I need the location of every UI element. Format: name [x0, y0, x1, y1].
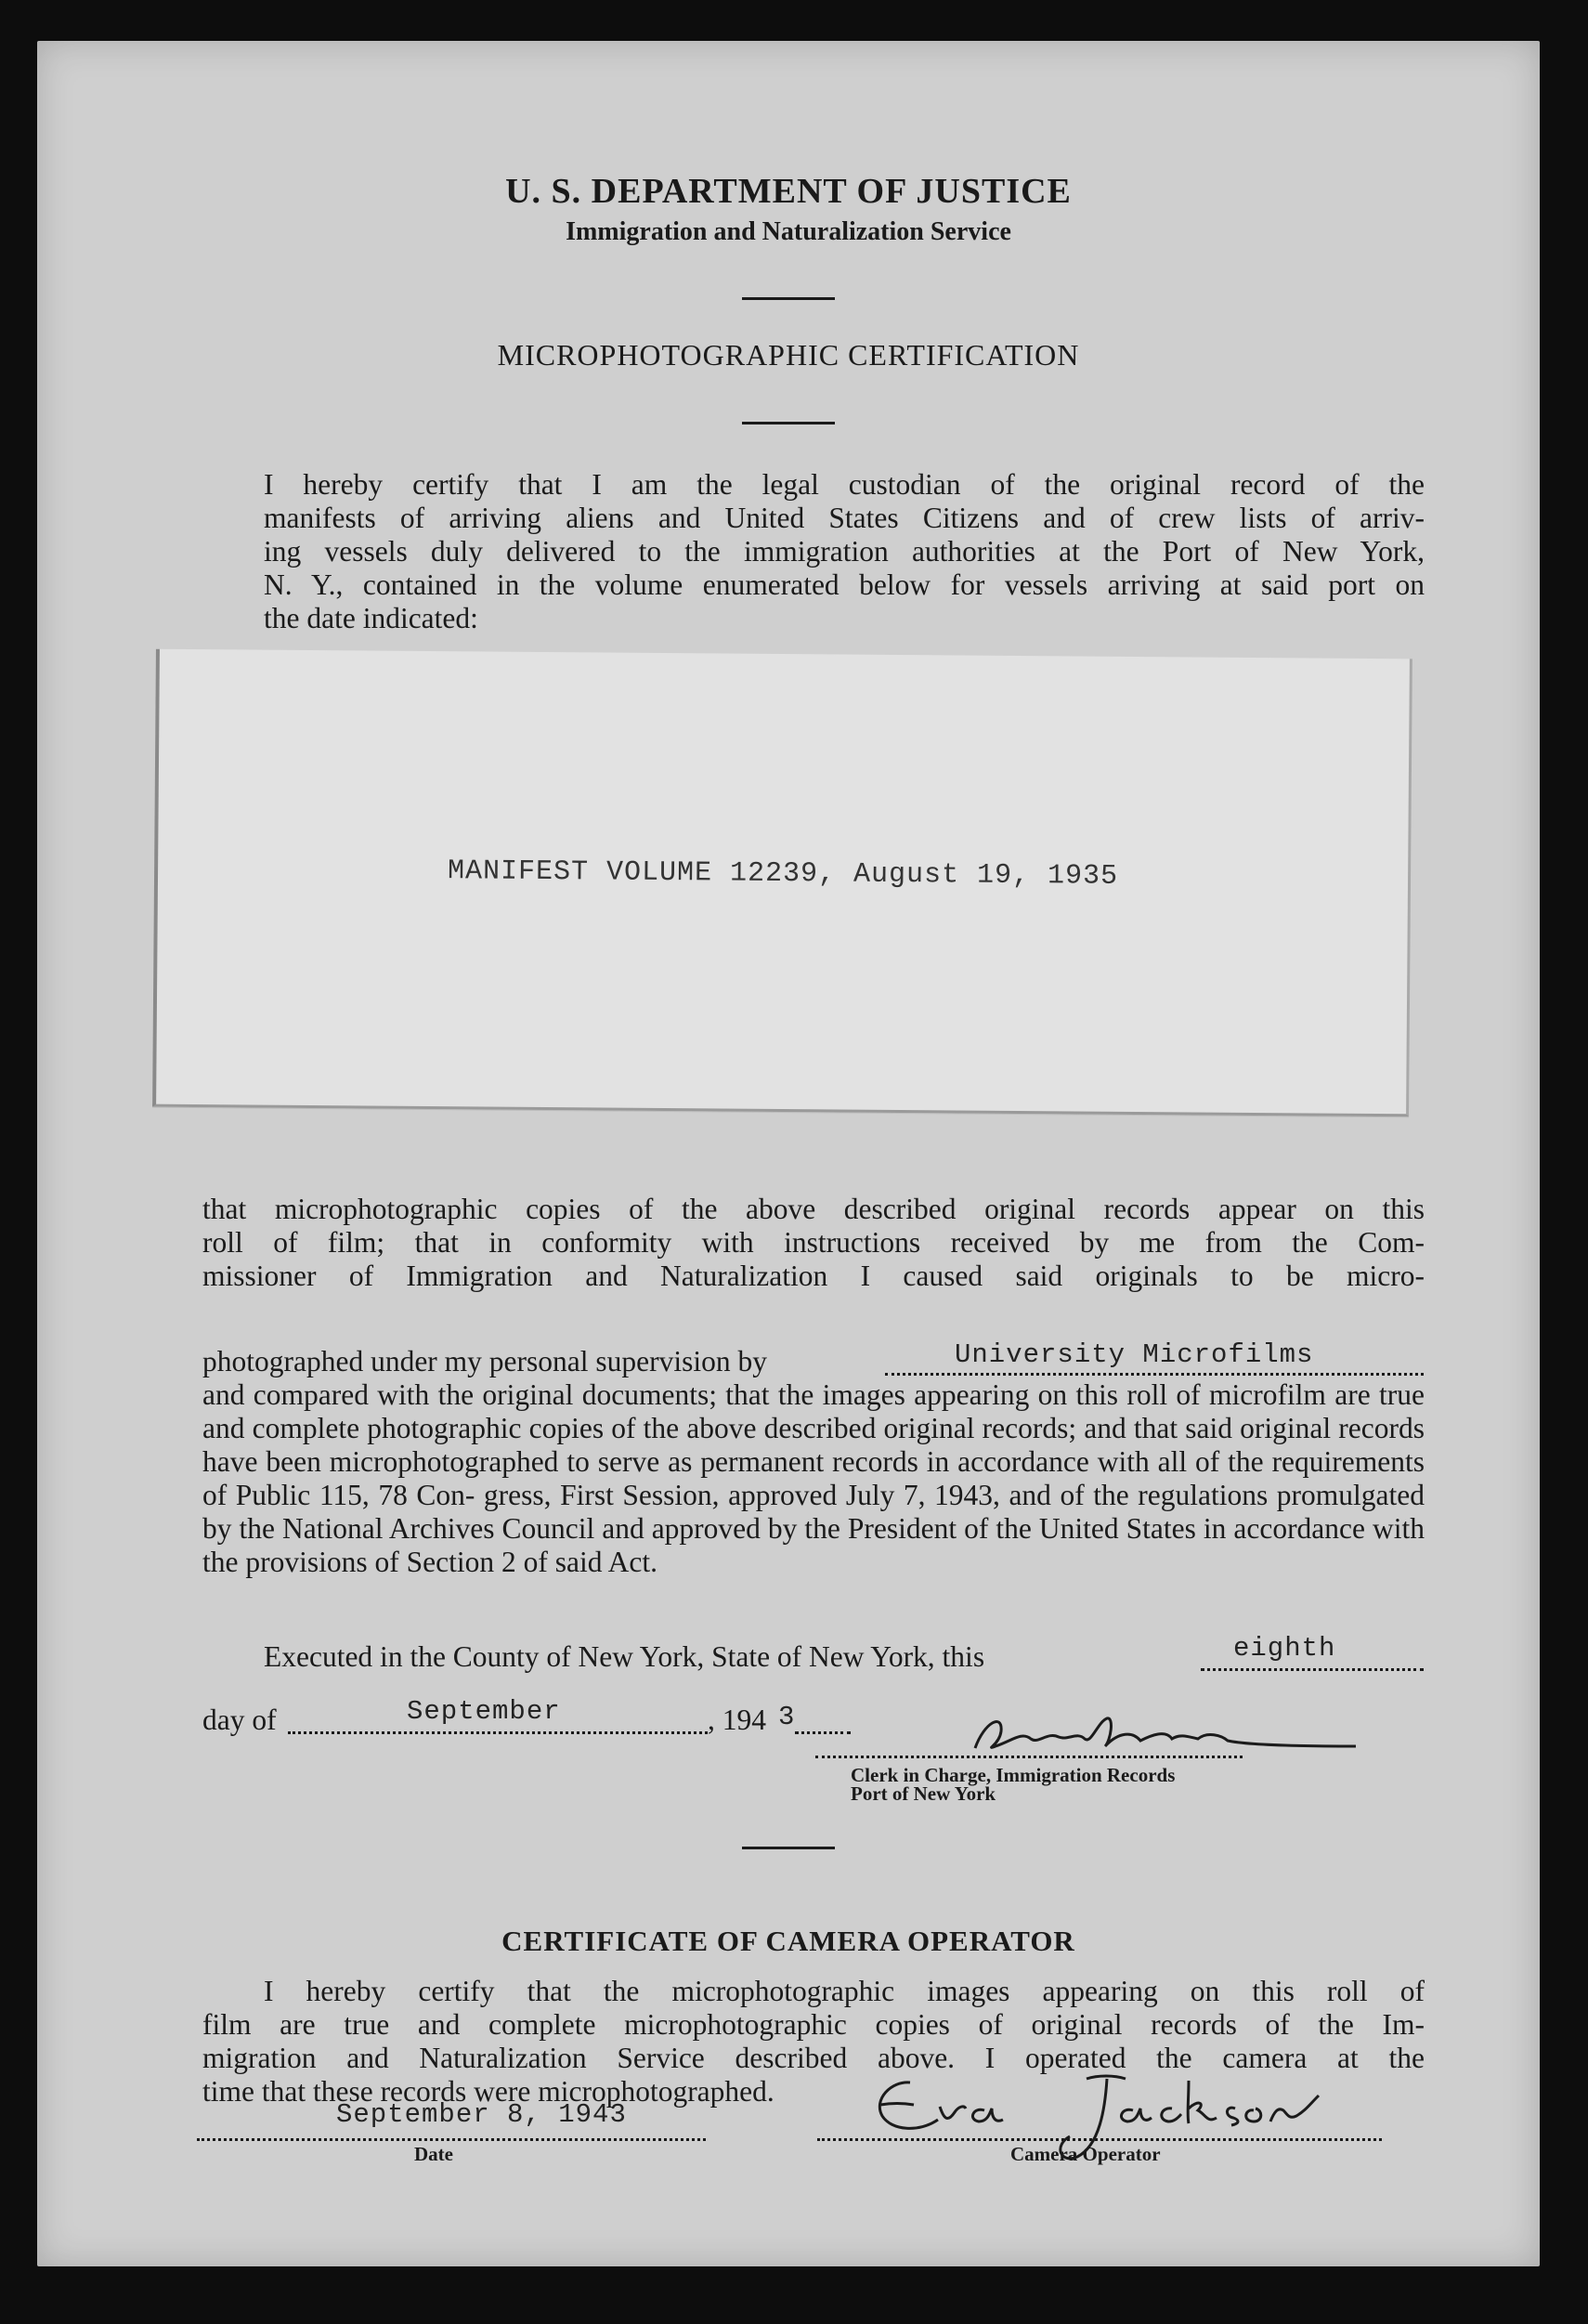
paragraph-line: permanent records in accordance with all of the requirements of Public 115, 78 Con- [202, 1445, 1425, 1511]
certification-paragraph-2-cont [202, 1378, 1425, 1579]
date-label: Date [414, 2143, 453, 2165]
service-subheading: Immigration and Naturalization Service [566, 217, 1011, 246]
divider [742, 422, 835, 424]
operator-certificate-title: CERTIFICATE OF CAMERA OPERATOR [501, 1925, 1075, 1957]
certification-title: MICROPHOTOGRAPHIC CERTIFICATION [497, 338, 1080, 372]
paragraph-line: manifests of arriving aliens and United States Citizens and of crew lists of arriv- [264, 502, 1425, 534]
date-value: September 8, 1943 [336, 2099, 627, 2130]
operator-label: Camera Operator [1010, 2143, 1161, 2165]
date-dotted-line [197, 2135, 706, 2141]
certification-paragraph-2 [202, 1193, 1425, 1293]
month-value: September [407, 1696, 561, 1727]
paragraph-line: and compared with the original documents; that the images appearing on this roll of [202, 1378, 1201, 1411]
paragraph-line: N. Y., contained in the volume enumerated below for vessels arriving at said port on [264, 568, 1425, 601]
clerk-title-line2: Port of New York [851, 1782, 996, 1805]
paragraph-line: microfilm are true and complete photographic copies of the above described original [202, 1378, 1425, 1444]
paragraph-line: National Archives Council and approved by the President of the United States in [282, 1512, 1227, 1545]
dotted-fill-line [795, 1704, 851, 1734]
certificate-page [37, 41, 1540, 2266]
paragraph-line: records; and that said original records have been microphotographed to serve as [202, 1412, 1425, 1478]
clerk-signature [929, 1704, 1365, 1769]
paragraph-line: time that these records were microphotographed. [202, 2075, 774, 2108]
day-value: eighth [1233, 1633, 1336, 1664]
supervisor-value: University Microfilms [955, 1339, 1314, 1370]
year-digit: 3 [778, 1702, 796, 1732]
clerk-title-line1: Clerk in Charge, Immigration Records [851, 1764, 1176, 1786]
executed-prefix: Executed in the County of New York, State of New York, this [264, 1640, 985, 1673]
paragraph-line: I hereby certify that the microphotographic images appearing on this roll of [264, 1975, 1425, 2007]
paragraph-line: roll of film; that in conformity with instructions received by me from the Com- [202, 1226, 1425, 1259]
paragraph-line: film are true and complete microphotographic copies of original records of the Im- [202, 2008, 1425, 2041]
paragraph-line: missioner of Immigration and Naturalization I caused said originals to be micro- [202, 1260, 1425, 1292]
paragraph-line: gress, First Session, approved July 7, 1943, and of the regulations promulgated by the [202, 1479, 1425, 1545]
paragraph-line: the date indicated: [264, 602, 478, 634]
day-of-label: day of [202, 1704, 277, 1736]
paragraph-line: ing vessels duly delivered to the immigration authorities at the Port of New York, [264, 535, 1425, 568]
paragraph-line: I hereby certify that I am the legal custodian of the original record of the [264, 468, 1425, 501]
certification-paragraph-1 [202, 468, 1425, 635]
department-heading: U. S. DEPARTMENT OF JUSTICE [505, 172, 1072, 211]
executed-line [202, 1633, 1425, 1678]
manifest-entry: MANIFEST VOLUME 12239, August 19, 1935 [447, 855, 1119, 893]
supervision-prefix: photographed under my personal supervision by [202, 1345, 768, 1377]
divider [742, 1847, 835, 1849]
paragraph-line: accordance with the provisions of Section 2 of said Act. [202, 1512, 1425, 1578]
year-prefix: , 194 [708, 1704, 766, 1736]
divider [742, 297, 835, 300]
supervision-line [202, 1339, 1425, 1382]
manifest-card [152, 649, 1412, 1117]
paragraph-line: migration and Naturalization Service described above. I operated the camera at the [202, 2042, 1425, 2074]
paragraph-line: that microphotographic copies of the above described original records appear on this [202, 1193, 1425, 1225]
